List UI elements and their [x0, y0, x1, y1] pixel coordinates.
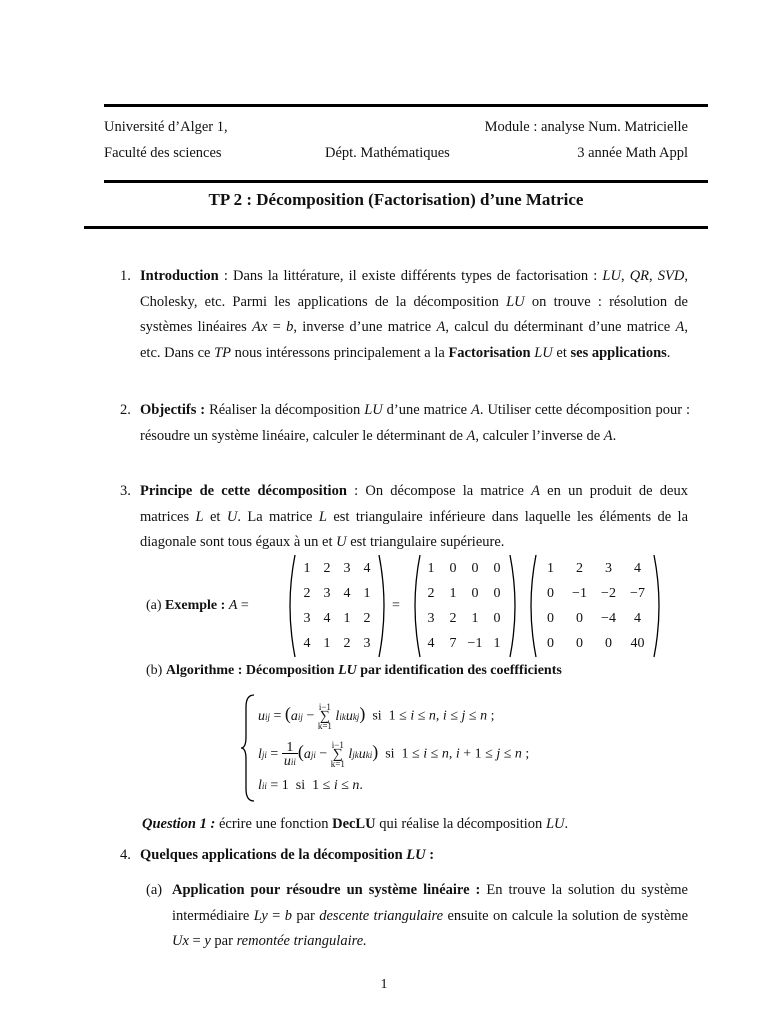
example-heading: Exemple :	[165, 598, 226, 613]
matrix-row	[297, 556, 377, 581]
matrix-cell: −2	[601, 585, 616, 601]
matrix-cell: 4	[303, 635, 311, 651]
matrix-cell: 1	[303, 560, 311, 576]
example-sublabel: (a)	[146, 598, 162, 613]
matrix-cell: 40	[630, 635, 645, 651]
matrix-row	[420, 556, 508, 581]
header-bottom-rule	[104, 180, 708, 183]
example-label: (a) Exemple : A =	[146, 598, 249, 613]
matrix-cell: −1	[467, 635, 483, 651]
algorithm-label: (b) Algorithme : Décomposition LU par identification des coeffficients	[146, 663, 562, 678]
matrix-cell: −1	[572, 585, 587, 601]
matrix-cell: 0	[576, 635, 583, 651]
matrix-cell: 1	[547, 560, 554, 576]
matrix-cell: 4	[343, 585, 351, 601]
item-principe: Principe de cette décomposition : On décompose la matrice A en un produit de deux matrices L et U. La matrice L est triangulaire inférieure dans laquelle les éléments de la diagonale sont tous égaux à un et U est triangulaire supérieure.	[140, 483, 689, 550]
header-module: Module : analyse Num. Matricielle	[484, 119, 688, 135]
matrix-u	[536, 556, 652, 656]
matrix-l	[420, 556, 508, 656]
question-text: écrire une fonction	[218, 816, 329, 832]
matrix-cell: 0	[605, 635, 612, 651]
matrix-row	[536, 631, 652, 656]
matrix-cell: 2	[576, 560, 583, 576]
matrix-cell: 0	[576, 610, 583, 626]
matrix-cell: 1	[449, 585, 457, 601]
matrix-cell: 0	[493, 585, 501, 601]
matrix-cell: 3	[605, 560, 612, 576]
equation-l: lji = 1 uii (aji − i−1 ∑ k=1 ljkuki) si 1 ≤ i ≤ n, i + 1 ≤ j ≤ n ;	[258, 739, 530, 769]
matrix-cell: 0	[493, 560, 501, 576]
matrix-cell: 0	[449, 560, 457, 576]
page-number: 1	[380, 977, 388, 992]
right-paren	[377, 553, 391, 659]
matrix-cell: −4	[601, 610, 616, 626]
left-paren	[283, 553, 297, 659]
matrix-cell: 0	[547, 635, 554, 651]
equals-sign: =	[392, 598, 400, 613]
matrix-cell: 3	[343, 560, 351, 576]
matrix-cell: 1	[363, 585, 371, 601]
matrix-cell: 1	[471, 610, 479, 626]
matrix-cell: 2	[323, 560, 331, 576]
matrix-row	[536, 606, 652, 631]
matrix-cell: 3	[303, 610, 311, 626]
matrix-cell: 7	[449, 635, 457, 651]
matrix-cell: 2	[427, 585, 435, 601]
question-rest: qui réalise la décomposition	[379, 816, 543, 832]
matrix-row	[536, 556, 652, 581]
matrix-cell: 1	[427, 560, 435, 576]
matrix-cell: 0	[471, 585, 479, 601]
matrix-row	[420, 631, 508, 656]
header-dept: Dépt. Mathématiques	[325, 145, 450, 161]
item-number: 2.	[120, 402, 131, 418]
matrix-cell: 4	[634, 610, 641, 626]
application-sublabel: (a)	[146, 882, 163, 898]
algorithm-sublabel: (b)	[146, 663, 163, 678]
item-objectifs: Objectifs : Réaliser la décomposition LU d’une matrice A. Utiliser cette décomposition pour : résoudre un système linéaire, calculer le déterminant de A, calculer l’inverse de A.	[140, 402, 690, 444]
item-applications: Quelques applications de la décomposition LU :	[140, 847, 435, 863]
matrix-cell: 0	[547, 610, 554, 626]
right-paren	[652, 553, 666, 659]
header-year: 3 année Math Appl	[577, 145, 688, 161]
title-bottom-rule	[84, 226, 708, 229]
page-title: TP 2 : Décomposition (Factorisation) d’une Matrice	[208, 190, 584, 209]
header-top-rule	[104, 104, 708, 107]
matrix-cell: 4	[634, 560, 641, 576]
matrix-cell: 0	[493, 610, 501, 626]
item-number: 3.	[120, 483, 131, 499]
item-heading: Quelques applications de la décomposition	[140, 847, 403, 863]
item-number: 1.	[120, 268, 131, 284]
function-name: DecLU	[332, 816, 376, 832]
matrix-row	[420, 606, 508, 631]
matrix-cell: 2	[343, 635, 351, 651]
matrix-cell: 3	[427, 610, 435, 626]
matrix-cell: 0	[471, 560, 479, 576]
matrix-cell: 2	[303, 585, 311, 601]
question-1: Question 1 : écrire une fonction DecLU qui réalise la décomposition LU.	[142, 816, 569, 832]
header-university: Université d’Alger 1,	[104, 119, 228, 135]
header-faculty: Faculté des sciences	[104, 145, 222, 161]
algorithm-heading: Algorithme : Décomposition	[165, 663, 335, 678]
matrix-cell: 1	[493, 635, 501, 651]
matrix-row	[536, 581, 652, 606]
right-paren	[508, 553, 522, 659]
matrix-cell: 4	[323, 610, 331, 626]
equation-u: uij = (aij − i−1 ∑ k=1 likukj) si 1 ≤ i ≤ n, i ≤ j ≤ n ;	[258, 702, 495, 731]
matrix-cell: 4	[363, 560, 371, 576]
matrix-cell: 3	[363, 635, 371, 651]
application-heading: Application pour résoudre un système linéaire :	[172, 882, 481, 898]
matrix-row	[420, 581, 508, 606]
application-text: Application pour résoudre un système linéaire : En trouve la solution du système intermédiaire Ly = b par descente triangulaire ensuite on calcule la solution de système Ux = y par remontée triangulaire.	[172, 882, 689, 949]
item-heading: Introduction	[140, 268, 219, 284]
matrix-cell: 2	[363, 610, 371, 626]
system-brace	[240, 693, 256, 803]
item-heading: Principe de cette décomposition	[140, 483, 347, 499]
matrix-cell: 3	[323, 585, 331, 601]
matrix-row	[297, 631, 377, 656]
item-introduction: Introduction : Dans la littérature, il existe différents types de factorisation : LU, QR, SVD, Cholesky, etc. Parmi les applications de la décomposition LU on trouve : résolution de systèmes linéaires Ax = b, inverse d’une matrice A, calcul du déterminant d’une matrice A, etc. Dans ce TP nous intéressons principalement a la Factorisation LU et ses applications.	[140, 268, 689, 361]
matrix-cell: 1	[343, 610, 351, 626]
matrix-cell: −7	[630, 585, 645, 601]
question-label: Question 1 :	[142, 816, 216, 832]
matrix-cell: 1	[323, 635, 331, 651]
matrix-cell: 4	[427, 635, 435, 651]
matrix-a	[297, 556, 377, 656]
item-number: 4.	[120, 847, 131, 863]
equation-diag: lii = 1 si 1 ≤ i ≤ n.	[258, 778, 363, 793]
matrix-row	[297, 581, 377, 606]
matrix-cell: 2	[449, 610, 457, 626]
matrix-row	[297, 606, 377, 631]
matrix-cell: 0	[547, 585, 554, 601]
item-heading: Objectifs :	[140, 402, 206, 418]
